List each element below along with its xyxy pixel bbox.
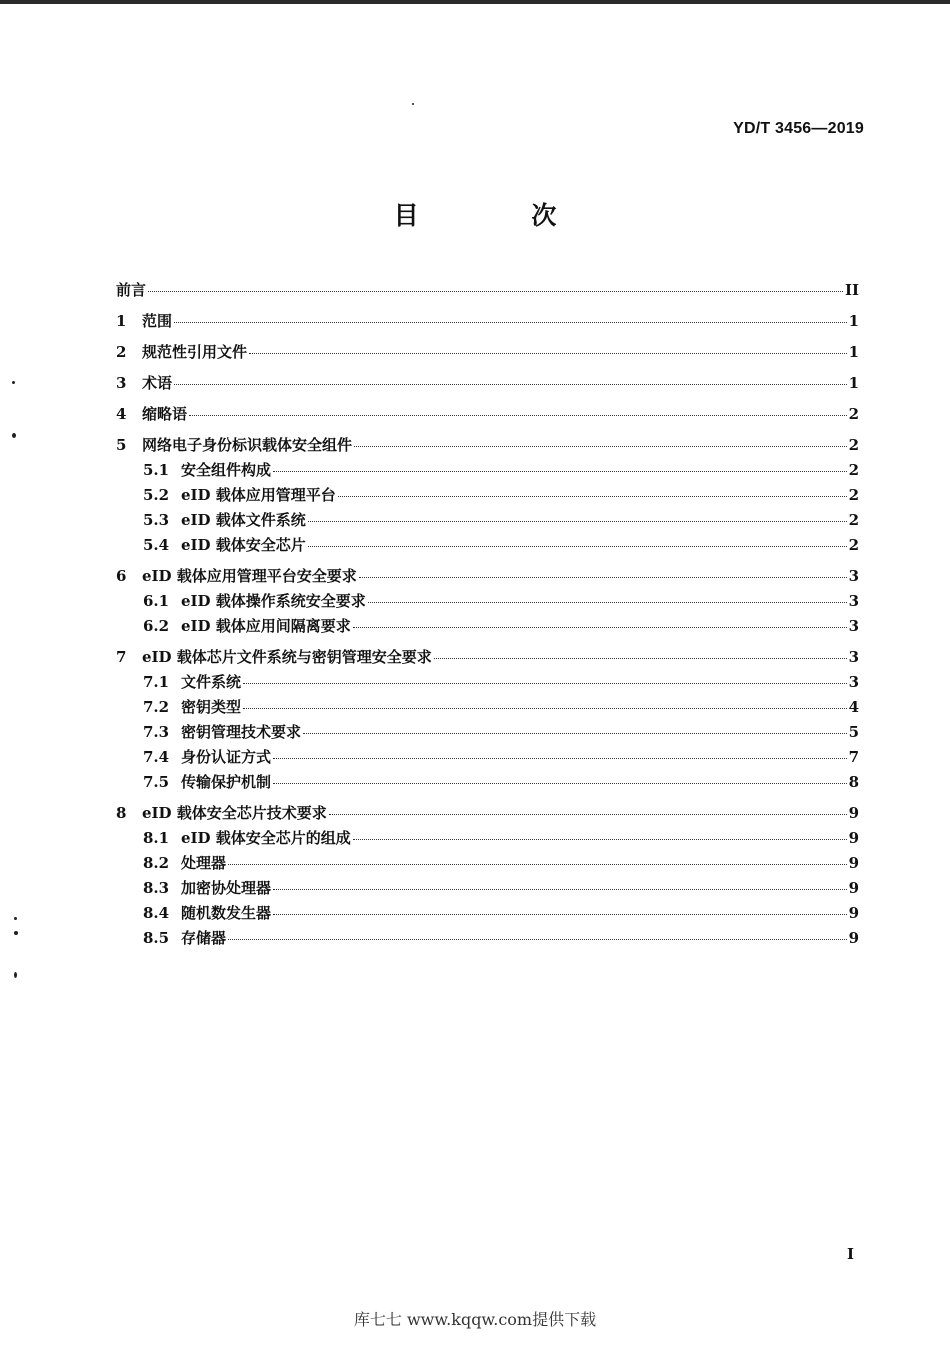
toc-entry-page: 9 (848, 829, 859, 847)
table-of-contents (116, 279, 859, 952)
toc-entry-page: 3 (848, 567, 859, 585)
toc-entry-number: 2 (116, 343, 127, 361)
toc-entry-page: 2 (848, 511, 859, 529)
toc-entry-title: eID 载体应用管理平台安全要求 (142, 567, 357, 585)
toc-entry[interactable] (116, 877, 859, 902)
toc-entry-title: eID 载体安全芯片 (181, 536, 306, 554)
toc-leader-dots (434, 658, 847, 659)
toc-entry-title: 范围 (142, 312, 173, 330)
toc-entry[interactable] (116, 509, 859, 534)
toc-entry-title: eID 载体应用管理平台 (181, 486, 336, 504)
toc-entry-page: 9 (848, 854, 859, 872)
toc-entry-number: 5.3 (143, 511, 170, 529)
toc-entry[interactable] (116, 771, 859, 796)
toc-entry-number: 5.2 (143, 486, 170, 504)
toc-entry-title: 密钥管理技术要求 (181, 723, 302, 741)
toc-entry-title: eID 载体文件系统 (181, 511, 306, 529)
toc-entry-number: 5.1 (143, 461, 170, 479)
toc-leader-dots (174, 384, 847, 385)
toc-leader-dots (303, 733, 847, 734)
toc-entry[interactable] (116, 484, 859, 509)
toc-leader-dots (273, 758, 847, 759)
toc-leader-dots (368, 602, 847, 603)
toc-entry-page: 9 (848, 929, 859, 947)
toc-entry-number: 8.1 (143, 829, 170, 847)
toc-entry[interactable] (116, 310, 859, 335)
toc-entry-title: 传输保护机制 (181, 773, 272, 791)
toc-entry-title: 术语 (142, 374, 173, 392)
toc-entry-page: 2 (848, 436, 859, 454)
toc-entry[interactable] (116, 534, 859, 559)
toc-entry-page: 9 (848, 879, 859, 897)
toc-entry[interactable] (116, 341, 859, 366)
scan-speck (412, 103, 414, 105)
toc-entry-title: 文件系统 (181, 673, 242, 691)
toc-entry-page: 5 (848, 723, 859, 741)
page-title: 目 次 (393, 201, 609, 230)
toc-entry-title: 加密协处理器 (181, 879, 272, 897)
toc-leader-dots (308, 546, 847, 547)
toc-entry-page: 9 (848, 804, 859, 822)
toc-entry-title: eID 载体芯片文件系统与密钥管理安全要求 (142, 648, 432, 666)
toc-entry[interactable] (116, 372, 859, 397)
toc-entry[interactable] (116, 459, 859, 484)
page-number: I (846, 1245, 854, 1263)
toc-entry[interactable] (116, 746, 859, 771)
toc-leader-dots (273, 471, 847, 472)
toc-entry-title: eID 载体安全芯片技术要求 (142, 804, 327, 822)
toc-entry[interactable] (116, 279, 859, 304)
toc-entry-title: eID 载体安全芯片的组成 (181, 829, 351, 847)
toc-entry-page: 2 (848, 461, 859, 479)
toc-entry-page: 9 (848, 904, 859, 922)
toc-leader-dots (354, 446, 847, 447)
toc-entry-number: 4 (116, 405, 127, 423)
toc-entry[interactable] (116, 827, 859, 852)
toc-entry-page: 3 (848, 673, 859, 691)
toc-entry[interactable] (116, 565, 859, 590)
scan-speck (14, 972, 17, 978)
toc-entry-title: 密钥类型 (181, 698, 242, 716)
toc-entry-title: 规范性引用文件 (142, 343, 248, 361)
toc-leader-dots (353, 627, 847, 628)
toc-entry[interactable] (116, 671, 859, 696)
toc-leader-dots (243, 708, 847, 709)
toc-entry-page: 1 (848, 343, 859, 361)
toc-entry-number: 1 (116, 312, 127, 330)
toc-entry-title: 网络电子身份标识载体安全组件 (142, 436, 353, 454)
toc-leader-dots (308, 521, 847, 522)
toc-entry-number: 6.1 (143, 592, 170, 610)
toc-entry-number: 8.5 (143, 929, 170, 947)
toc-entry-number: 7.5 (143, 773, 170, 791)
toc-entry-page: 3 (848, 592, 859, 610)
toc-entry-title: 前言 (116, 281, 147, 299)
toc-entry-number: 8 (116, 804, 127, 822)
toc-leader-dots (174, 322, 847, 323)
toc-entry-title: 随机数发生器 (181, 904, 272, 922)
toc-leader-dots (359, 577, 847, 578)
toc-entry[interactable] (116, 696, 859, 721)
toc-entry-number: 6.2 (143, 617, 170, 635)
toc-entry-page: 4 (848, 698, 859, 716)
toc-entry-number: 7 (116, 648, 127, 666)
toc-entry-page: 8 (848, 773, 859, 791)
toc-entry[interactable] (116, 615, 859, 640)
scan-speck (12, 381, 15, 384)
toc-entry-title: eID 载体应用间隔离要求 (181, 617, 351, 635)
toc-entry-title: 安全组件构成 (181, 461, 272, 479)
toc-entry-number: 3 (116, 374, 127, 392)
toc-entry[interactable] (116, 802, 859, 827)
toc-leader-dots (329, 814, 847, 815)
scan-speck (14, 931, 18, 935)
toc-entry-number: 8.4 (143, 904, 170, 922)
toc-entry[interactable] (116, 403, 859, 428)
toc-leader-dots (353, 839, 847, 840)
scan-speck (12, 433, 16, 438)
toc-entry[interactable] (116, 927, 859, 952)
toc-entry-number: 5 (116, 436, 127, 454)
toc-entry-title: 处理器 (181, 854, 227, 872)
toc-entry-page: 1 (848, 374, 859, 392)
toc-entry-page: 2 (848, 486, 859, 504)
toc-entry-page: II (844, 281, 859, 299)
toc-entry-title: 存储器 (181, 929, 227, 947)
toc-leader-dots (249, 353, 847, 354)
toc-leader-dots (189, 415, 847, 416)
toc-entry-page: 2 (848, 536, 859, 554)
document-code: YD/T 3456—2019 (733, 120, 864, 137)
scan-speck (14, 917, 17, 920)
toc-entry-title: eID 载体操作系统安全要求 (181, 592, 366, 610)
toc-entry-number: 8.3 (143, 879, 170, 897)
toc-entry[interactable] (116, 902, 859, 927)
toc-entry-number: 7.4 (143, 748, 170, 766)
toc-entry[interactable] (116, 646, 859, 671)
toc-leader-dots (273, 889, 847, 890)
toc-entry-page: 3 (848, 617, 859, 635)
toc-entry-page: 2 (848, 405, 859, 423)
toc-entry-page: 7 (848, 748, 859, 766)
toc-leader-dots (273, 783, 847, 784)
toc-entry[interactable] (116, 590, 859, 615)
toc-entry-number: 7.3 (143, 723, 170, 741)
toc-entry-number: 5.4 (143, 536, 170, 554)
toc-entry[interactable] (116, 434, 859, 459)
toc-entry-number: 7.1 (143, 673, 170, 691)
download-watermark: 库七七 www.kqqw.com提供下载 (353, 1310, 597, 1329)
toc-entry-number: 7.2 (143, 698, 170, 716)
toc-entry-number: 8.2 (143, 854, 170, 872)
toc-entry-title: 身份认证方式 (181, 748, 272, 766)
toc-entry[interactable] (116, 721, 859, 746)
toc-entry-page: 3 (848, 648, 859, 666)
scan-top-edge (0, 0, 950, 4)
toc-leader-dots (228, 864, 847, 865)
toc-entry-page: 1 (848, 312, 859, 330)
toc-leader-dots (243, 683, 847, 684)
toc-leader-dots (273, 914, 847, 915)
toc-leader-dots (148, 291, 843, 292)
toc-entry-number: 6 (116, 567, 127, 585)
toc-entry[interactable] (116, 852, 859, 877)
toc-leader-dots (228, 939, 847, 940)
toc-entry-title: 缩略语 (142, 405, 188, 423)
toc-leader-dots (338, 496, 847, 497)
